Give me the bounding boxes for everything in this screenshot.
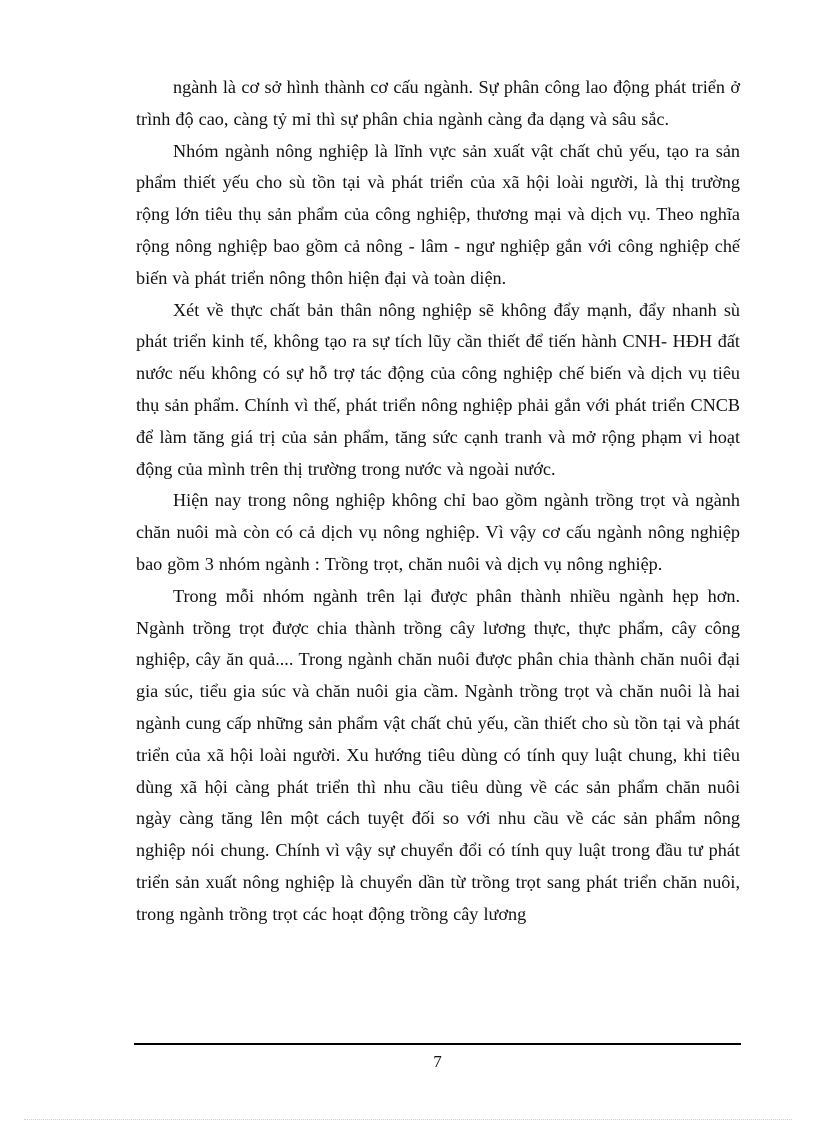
footer-divider [134, 1043, 741, 1045]
page-bottom-border [24, 1119, 792, 1120]
paragraph-3: Xét về thực chất bản thân nông nghiệp sẽ không đẩy mạnh, đẩy nhanh sù phát triển kinh tế, không tạo ra sự tích lũy cần thiết để tiến hành CNH- HĐH đất nước nếu không có sự hỗ trợ tác động của công nghiệp chế biến và dịch vụ tiêu thụ sản phẩm. Chính vì thế, phát triển nông nghiệp phải gắn với phát triển CNCB để làm tăng giá trị của sản phẩm, tăng sức cạnh tranh và mở rộng phạm vi hoạt động của mình trên thị trường trong nước và ngoài nước. [136, 299, 740, 479]
paragraph-5: Trong mỗi nhóm ngành trên lại được phân thành nhiều ngành hẹp hơn. Ngành trồng trọt được chia thành trồng cây lương thực, thực phẩm, cây công nghiệp, cây ăn quả.... Trong ngành chăn nuôi được phân chia thành chăn nuôi đại gia súc, tiểu gia súc và chăn nuôi gia cầm. Ngành trồng trọt và chăn nuôi là hai ngành cung cấp những sản phẩm vật chất chủ yếu, cần thiết cho sù tồn tại và phát triển của xã hội loài người. Xu hướng tiêu dùng có tính quy luật chung, khi tiêu dùng xã hội càng phát triển thì nhu cầu tiêu dùng về các sản phẩm chăn nuôi ngày càng tăng lên một cách tuyệt đối so với nhu cầu về các sản phẩm nông nghiệp nói chung. Chính vì vậy sự chuyển đổi có tính quy luật trong đầu tư phát triển sản xuất nông nghiệp là chuyển dần từ trồng trọt sang phát triển chăn nuôi, trong ngành trồng trọt các hoạt động trồng cây lương [136, 585, 740, 924]
paragraph-1: ngành là cơ sở hình thành cơ cấu ngành. Sự phân công lao động phát triển ở trình độ cao, càng tỷ mỉ thì sự phân chia ngành càng đa dạng và sâu sắc. [136, 77, 740, 129]
page-number: 7 [433, 1052, 442, 1071]
document-body [136, 72, 740, 931]
paragraph-4: Hiện nay trong nông nghiệp không chỉ bao gồm ngành trồng trọt và ngành chăn nuôi mà còn có cả dịch vụ nông nghiệp. Vì vậy cơ cấu ngành nông nghiệp bao gồm 3 nhóm ngành : Trồng trọt, chăn nuôi và dịch vụ nông nghiệp. [136, 490, 740, 574]
paragraph-2: Nhóm ngành nông nghiệp là lĩnh vực sản xuất vật chất chủ yếu, tạo ra sản phẩm thiết yếu cho sù tồn tại và phát triển của xã hội loài người, là thị trường rộng lớn tiêu thụ sản phẩm của công nghiệp, thương mại và dịch vụ. Theo nghĩa rộng nông nghiệp bao gồm cả nông - lâm - ngư nghiệp gắn với công nghiệp chế biến và phát triển nông thôn hiện đại và toàn diện. [136, 140, 740, 288]
